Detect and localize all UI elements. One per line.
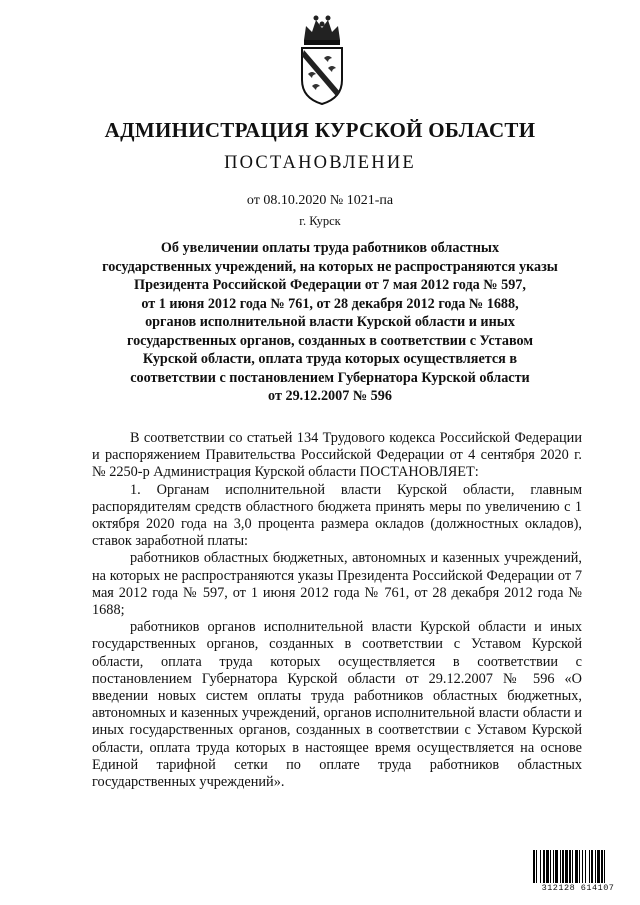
title-line: органов исполнительной власти Курской области и иных [145,314,515,330]
title-line: государственных учреждений, на которых не распространяются указы [102,258,558,275]
agency-name: АДМИНИСТРАЦИЯ КУРСКОЙ ОБЛАСТИ [104,118,536,142]
barcode-bar [582,850,583,883]
barcode-bar [572,850,573,883]
barcode-bar [536,850,537,883]
barcode-bar [579,850,580,883]
barcode-bar [543,850,545,883]
barcode-bar [555,850,558,883]
document-body [92,430,582,791]
body-paragraph: 1. Органам исполнительной власти Курской области, главным распорядителям средств областного бюджета принять меры по увеличению с 1 октября 2020 года на 3,0 процента размера окладов (должностных окладов), ставок заработной платы: [92,481,582,550]
barcode-bar [562,850,564,883]
barcode [533,850,623,894]
body-paragraph: работников органов исполнительной власти Курской области и иных государственных органов, созданных в соответствии с Уставом Курской области, оплата труда которых осуществляется в соответствии с постановлением Губернатора Курской области от 29.12.2007 № 596 «О введении новых систем оплаты труда работников областных бюджетных, автономных и казенных учреждений, органов исполнительной власти области и иных государственных органов, созданных в соответствии с Уставом Курской области, оплата труда которых в настоящее время осуществляется на основе Единой тарифной сетки по оплате труда работников областных государственных учреждений». [92,619,582,791]
barcode-bar [597,850,600,883]
barcode-bar [546,850,549,883]
barcode-bar [591,850,593,883]
barcode-bar [601,850,603,883]
barcode-number: 312128 614107 [541,883,615,893]
barcode-bar [589,850,590,883]
barcode-bar [604,850,605,883]
title-line: от 1 июня 2012 года № 761, от 28 декабря 2012 года № 1688, [141,295,519,312]
barcode-bar [569,850,571,883]
title-line: соответствии с постановлением Губернатора Курской области [130,369,530,386]
title-line: Об увеличении оплаты труда работников областных [160,240,500,256]
barcode-bar [585,850,586,883]
title-line: государственных органов, созданных в соответствии с Уставом [126,332,534,349]
document-city: г. Курск [299,214,341,228]
kursk-coat-of-arms-icon [294,10,350,106]
title-line: от 29.12.2007 № 596 [268,388,392,404]
barcode-bar [565,850,568,883]
barcode-bar [575,850,578,883]
document-type: ПОСТАНОВЛЕНИЕ [224,153,416,173]
body-paragraph: В соответствии со статьей 134 Трудового кодекса Российской Федерации и распоряжением Правительства Российской Федерации от 4 сентября 2020 г. № 2250-р Администрация Курской области ПОСТАНОВЛЯЕТ: [92,430,582,481]
barcode-bar [560,850,561,883]
title-line: Президента Российской Федерации от 7 мая 2012 года № 597, [134,277,526,293]
body-paragraph: работников областных бюджетных, автономных и казенных учреждений, на которых не распространяются указы Президента Российской Федерации от 7 мая 2012 года № 597, от 1 июня 2012 года № 761, от 28 декабря 2012 года № 1688; [92,550,582,619]
barcode-bar [553,850,554,883]
barcode-bar [533,850,535,883]
barcode-bar [550,850,551,883]
barcode-bar [540,850,541,883]
document-number: от 08.10.2020 № 1021-па [246,193,394,208]
document-title [80,239,580,406]
barcode-icon [533,850,623,883]
barcode-bar [595,850,596,883]
title-line: Курской области, оплата труда которых осуществляется в [142,351,518,367]
